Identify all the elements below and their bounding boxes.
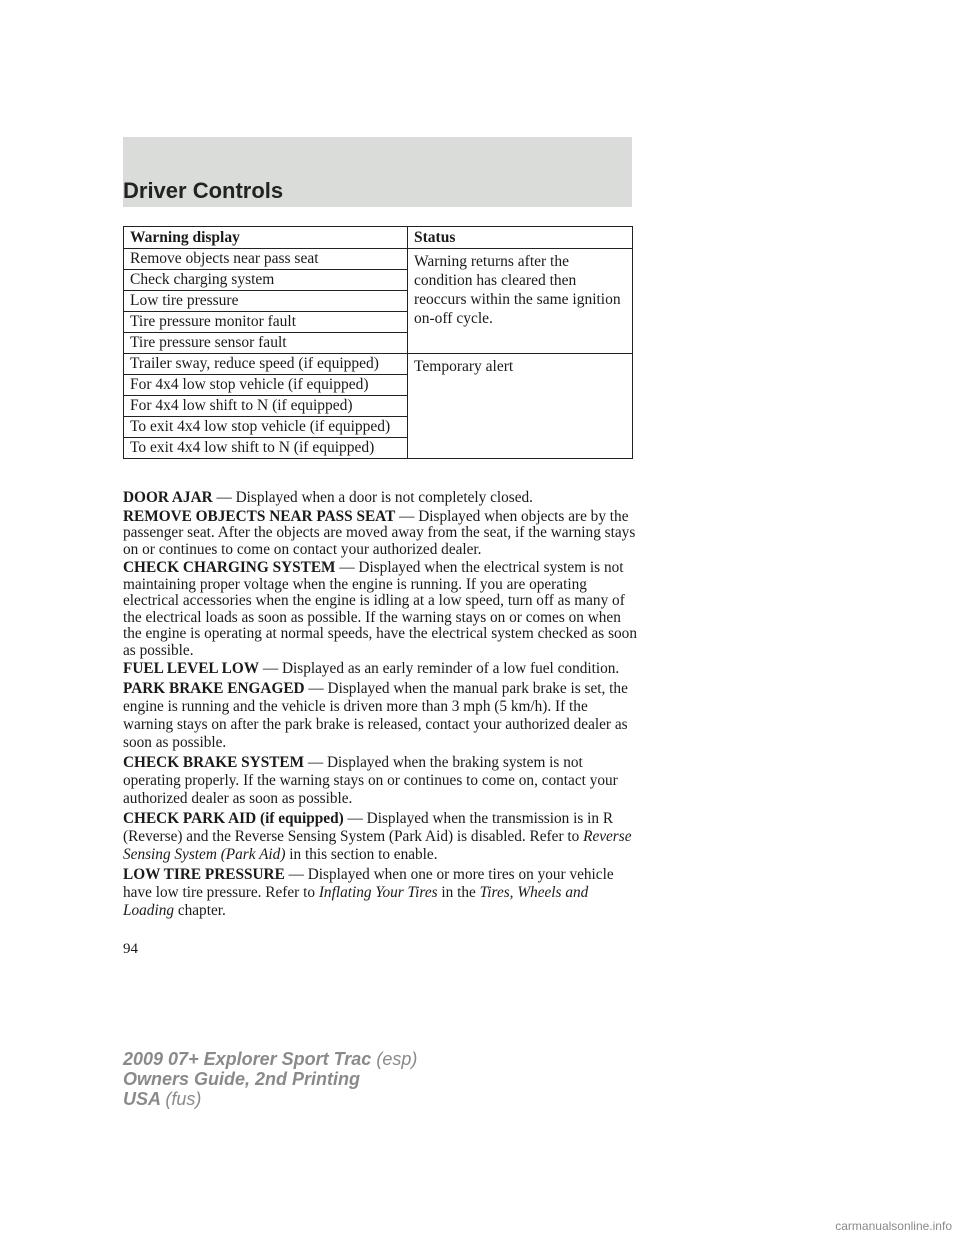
footer-market: USA: [123, 1089, 161, 1109]
footer-line-1: [123, 1049, 417, 1069]
paragraph-remove-objects: [123, 509, 638, 559]
table-row: [124, 249, 633, 270]
warning-cell: Tire pressure monitor fault: [124, 312, 408, 333]
warning-cell: Check charging system: [124, 270, 408, 291]
warning-cell: To exit 4x4 low shift to N (if equipped): [124, 438, 408, 459]
text-low-tire-tail: chapter.: [177, 901, 226, 919]
paragraph-door-ajar: [123, 490, 638, 507]
text-check-charging: — Displayed when the electrical system is not maintaining proper voltage when the engine is running. If you are operating electrical accessories when the engine is idling at a low speed, turn off as many of the electrical loads as soon as possible. If the warning stays on or comes on when the engine is operating at normal speeds, have the electrical system checked as soon as possible.: [123, 559, 637, 659]
column-header-warning: Warning display: [124, 227, 408, 249]
text-low-tire-mid: in the: [441, 883, 476, 901]
warning-cell: For 4x4 low stop vehicle (if equipped): [124, 375, 408, 396]
term-door-ajar: DOOR AJAR: [123, 489, 213, 506]
term-fuel-low: FUEL LEVEL LOW: [123, 660, 260, 677]
text-park-aid-tail: in this section to enable.: [289, 845, 438, 863]
table-row: [124, 354, 633, 375]
status-cell: Temporary alert: [408, 354, 633, 459]
reference-inflating-tires: Inflating Your Tires: [318, 883, 438, 901]
term-park-aid: CHECK PARK AID (if equipped): [123, 809, 344, 827]
paragraph-check-charging: [123, 560, 638, 659]
warning-cell: Remove objects near pass seat: [124, 249, 408, 270]
warning-cell: For 4x4 low shift to N (if equipped): [124, 396, 408, 417]
text-low-tire: — Displayed when one or more tires on your vehicle have low tire pressure. Refer to: [123, 865, 614, 901]
body-text: [123, 490, 638, 922]
text-fuel-low: — Displayed as an early reminder of a low fuel condition.: [262, 660, 620, 677]
warning-cell: Trailer sway, reduce speed (if equipped): [124, 354, 408, 375]
status-cell: Warning returns after the condition has cleared then reoccurs within the same ignition on-off cycle.: [408, 249, 633, 354]
footer-line-3: [123, 1089, 417, 1109]
text-check-brake: — Displayed when the braking system is not operating properly. If the warning stays on or continues to come on, contact your authorized dealer as soon as possible.: [123, 753, 618, 807]
footer: [123, 1049, 417, 1109]
term-remove-objects: REMOVE OBJECTS NEAR PASS SEAT: [123, 507, 396, 525]
paragraph-park-brake: [123, 680, 638, 752]
paragraph-park-aid: [123, 810, 638, 864]
warning-cell: Tire pressure sensor fault: [124, 333, 408, 354]
table-header-row: [124, 227, 633, 249]
warning-cell: Low tire pressure: [124, 291, 408, 312]
paragraph-fuel-low: [123, 661, 638, 678]
column-header-status: Status: [408, 227, 633, 249]
term-check-charging: CHECK CHARGING SYSTEM: [123, 559, 336, 576]
text-door-ajar: — Displayed when a door is not completely closed.: [216, 489, 533, 506]
footer-line-2: Owners Guide, 2nd Printing: [123, 1069, 361, 1089]
term-check-brake: CHECK BRAKE SYSTEM: [123, 753, 305, 771]
page-number: 94: [123, 941, 138, 957]
term-park-brake: PARK BRAKE ENGAGED: [123, 679, 305, 697]
footer-market-code: (fus): [165, 1089, 202, 1109]
paragraph-check-brake: [123, 754, 638, 808]
warning-table: [123, 226, 633, 459]
watermark: carmanualsonline.info: [835, 1219, 952, 1233]
warning-cell: To exit 4x4 low stop vehicle (if equipped): [124, 417, 408, 438]
paragraph-low-tire: [123, 866, 638, 920]
section-title: Driver Controls: [123, 178, 284, 203]
text-park-brake: — Displayed when the manual park brake is set, the engine is running and the vehicle is driven more than 3 mph (5 km/h). If the warning stays on after the park brake is released, contact your authorized dealer as soon as possible.: [123, 679, 628, 751]
footer-model-code: (esp): [376, 1049, 418, 1069]
footer-model: 2009 07+ Explorer Sport Trac: [123, 1049, 372, 1069]
term-low-tire: LOW TIRE PRESSURE: [123, 865, 285, 883]
reference-tires-chapter: Tires, Wheels and Loading: [123, 883, 589, 919]
text-remove-objects: — Displayed when objects are by the passenger seat. After the objects are moved away from the seat, if the warning stays on or continues to come on contact your authorized dealer.: [123, 507, 636, 558]
reference-park-aid: Reverse Sensing System (Park Aid): [123, 827, 632, 863]
text-park-aid: — Displayed when the transmission is in R (Reverse) and the Reverse Sensing System (Park Aid) is disabled. Refer to: [123, 809, 614, 845]
